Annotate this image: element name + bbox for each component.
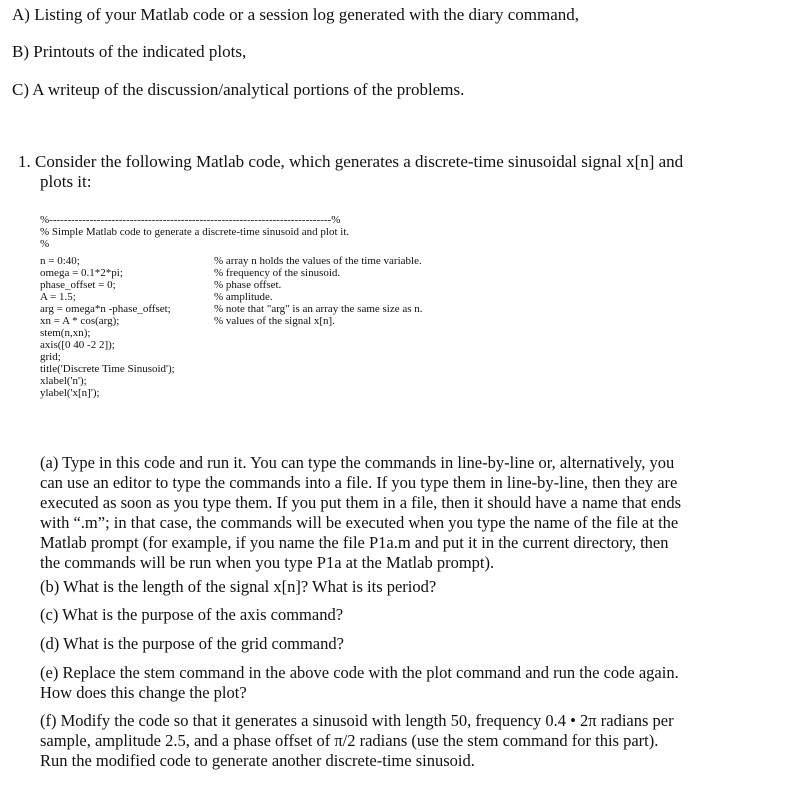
code-comment: % phase offset.	[214, 279, 282, 291]
code-comment: % frequency of the sinusoid.	[214, 267, 341, 279]
part-a-line: with “.m”; in that case, the commands will be executed when you type the name of the file at the	[40, 513, 679, 532]
part-a-line: (a) Type in this code and run it. You can type the commands in line-by-line or, alternatively, you	[40, 453, 675, 472]
code-line: xlabel('n');	[40, 375, 87, 387]
part-a-line: executed as soon as you type them. If you put them in a file, then it should have a name that ends	[40, 493, 682, 512]
code-line: xn = A * cos(arg);	[40, 315, 120, 327]
code-comment: % amplitude.	[214, 291, 273, 303]
part-d	[40, 634, 730, 654]
part-a-line: Matlab prompt (for example, if you name the file P1a.m and put it in the current directory, then	[40, 533, 669, 552]
part-d-line: (d) What is the purpose of the grid command?	[40, 634, 344, 653]
code-comment: % note that "arg" is an array the same size as n.	[214, 303, 423, 315]
deliverable-b: B) Printouts of the indicated plots,	[12, 42, 247, 61]
part-c-line: (c) What is the purpose of the axis command?	[40, 605, 344, 624]
code-header	[40, 214, 349, 250]
code-line: ylabel('x[n]');	[40, 387, 100, 399]
code-comment: % array n holds the values of the time variable.	[214, 255, 422, 267]
code-line: n = 0:40;	[40, 255, 80, 267]
code-header-rule: %-----------------------------------------------------------------------------%	[40, 214, 341, 226]
code-line: omega = 0.1*2*pi;	[40, 267, 123, 279]
code-line: axis([0 40 -2 2]);	[40, 339, 115, 351]
part-e-line: How does this change the plot?	[40, 683, 247, 702]
deliverable-a: A) Listing of your Matlab code or a session log generated with the diary command,	[12, 5, 579, 24]
code-line: A = 1.5;	[40, 291, 76, 303]
code-line: arg = omega*n -phase_offset;	[40, 303, 171, 315]
code-statements	[40, 255, 175, 399]
code-header-percent: %	[40, 238, 50, 250]
part-b	[40, 577, 730, 597]
part-e	[40, 663, 730, 703]
part-a-line: can use an editor to type the commands into a file. If you type them in line-by-line, then they are	[40, 473, 678, 492]
part-f	[40, 711, 730, 771]
part-b-line: (b) What is the length of the signal x[n]? What is its period?	[40, 577, 437, 596]
part-f-line: sample, amplitude 2.5, and a phase offset of π/2 radians (use the stem command for this part).	[40, 731, 659, 750]
code-comments	[214, 255, 423, 327]
part-a	[40, 453, 730, 573]
part-c	[40, 605, 730, 625]
problem-statement-line-2: plots it:	[40, 172, 92, 191]
code-line: grid;	[40, 351, 61, 363]
code-line: phase_offset = 0;	[40, 279, 116, 291]
part-f-line: (f) Modify the code so that it generates a sinusoid with length 50, frequency 0.4 • 2π radians per	[40, 711, 674, 730]
part-a-line: the commands will be run when you type P1a at the Matlab prompt).	[40, 553, 495, 572]
deliverable-c: C) A writeup of the discussion/analytical portions of the problems.	[12, 80, 465, 99]
code-comment: % values of the signal x[n].	[214, 315, 335, 327]
code-header-title: % Simple Matlab code to generate a discrete-time sinusoid and plot it.	[40, 226, 350, 238]
problem-statement-line-1: 1. Consider the following Matlab code, which generates a discrete-time sinusoidal signal x[n] and	[18, 152, 684, 171]
part-f-line: Run the modified code to generate another discrete-time sinusoid.	[40, 751, 475, 770]
code-line: stem(n,xn);	[40, 327, 91, 339]
part-e-line: (e) Replace the stem command in the above code with the plot command and run the code again.	[40, 663, 679, 682]
code-line: title('Discrete Time Sinusoid');	[40, 363, 175, 375]
